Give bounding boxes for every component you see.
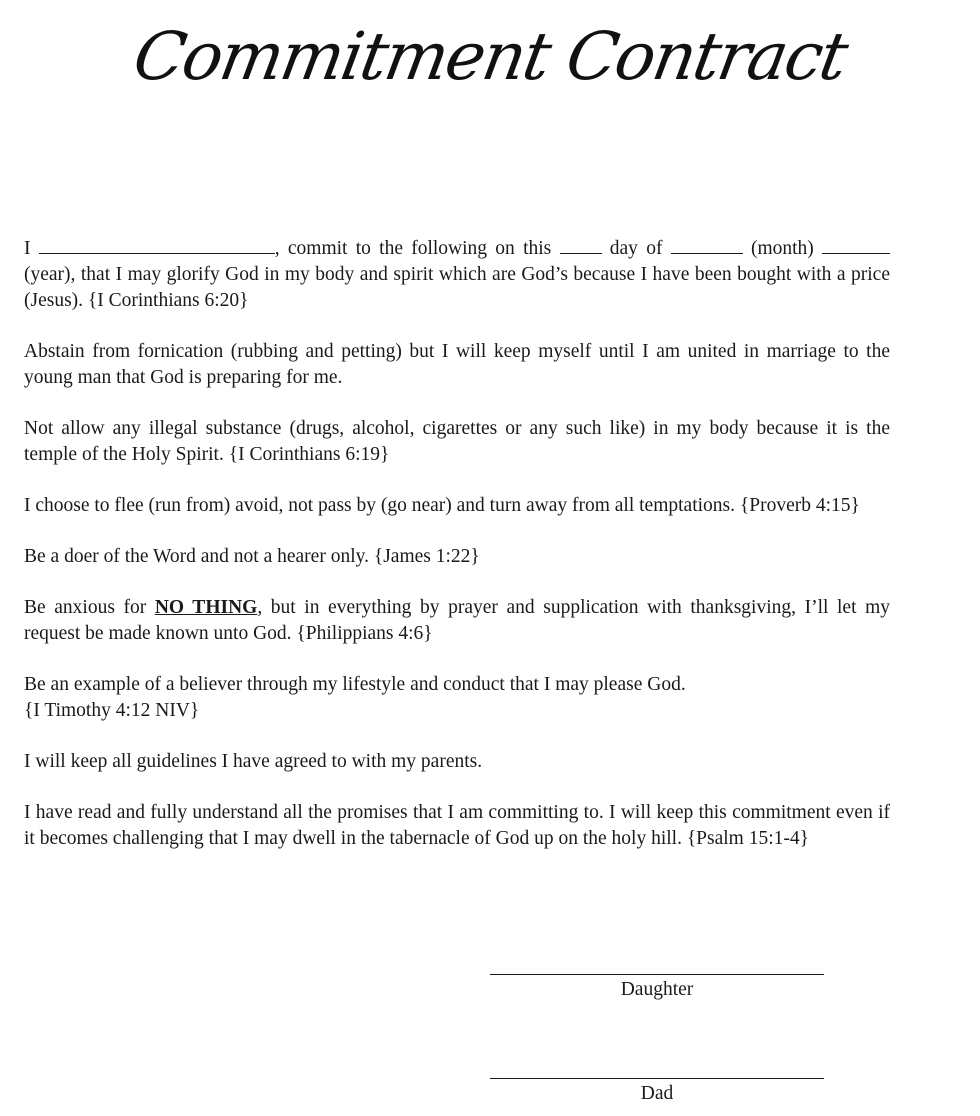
example-line-1: Be an example of a believer through my lifestyle and conduct that I may please God. [24, 674, 686, 695]
month-blank[interactable] [671, 236, 743, 254]
daughter-signature-block [490, 974, 824, 1001]
year-blank[interactable] [822, 236, 890, 254]
dad-signature-line[interactable] [490, 1078, 824, 1079]
dad-signature-block [490, 1078, 824, 1105]
document-title [0, 18, 980, 95]
daughter-signature-line[interactable] [490, 974, 824, 975]
name-blank[interactable] [39, 236, 275, 254]
anxious-text-before: Be anxious for [24, 597, 155, 618]
day-blank[interactable] [560, 236, 602, 254]
promise-flee-temptation: I choose to flee (run from) avoid, not pass by (go near) and turn away from all temptations. {Proverb 4:15} [24, 495, 860, 516]
dad-signature-label: Dad [640, 1083, 674, 1104]
intro-text-2: day of [609, 238, 663, 259]
intro-paragraph [24, 236, 890, 314]
promise-guidelines: I will keep all guidelines I have agreed to with my parents. [24, 751, 483, 772]
promise-example [24, 672, 890, 724]
title-text: Commitment Contract [128, 18, 852, 95]
daughter-signature-label: Daughter [620, 979, 694, 1000]
promise-doer-of-word: Be a doer of the Word and not a hearer only. {James 1:22} [24, 546, 480, 567]
promise-substances: Not allow any illegal substance (drugs, alcohol, cigarettes or any such like) in my body because it is the temple of the Holy Spirit. {I Corinthians 6:19} [24, 418, 890, 465]
example-line-2: {I Timothy 4:12 NIV} [24, 700, 200, 721]
anxious-text-after: , but in everything by prayer and supplication with thanksgiving, I’ll let my request be made known unto God. {Philippians 4:6} [24, 597, 890, 644]
anxious-emphasis: NO THING [154, 597, 258, 618]
promise-abstain: Abstain from fornication (rubbing and petting) but I will keep myself until I am united in marriage to the young man that God is preparing for me. [24, 341, 890, 388]
closing-statement: I have read and fully understand all the promises that I am committing to. I will keep this commitment even if it becomes challenging that I may dwell in the tabernacle of God up on the holy hill. {Psalm 15:1-4} [24, 802, 890, 849]
promise-not-anxious [24, 595, 890, 647]
intro-pronoun: I [24, 238, 31, 259]
intro-text-4: (year), that I may glorify God in my body and spirit which are God’s because I have been bought with a price (Jesus). {I Corinthians 6:20} [24, 264, 890, 311]
intro-text-3: (month) [750, 238, 814, 259]
intro-text-1: , commit to the following on this [274, 238, 552, 259]
contract-body [24, 236, 890, 877]
